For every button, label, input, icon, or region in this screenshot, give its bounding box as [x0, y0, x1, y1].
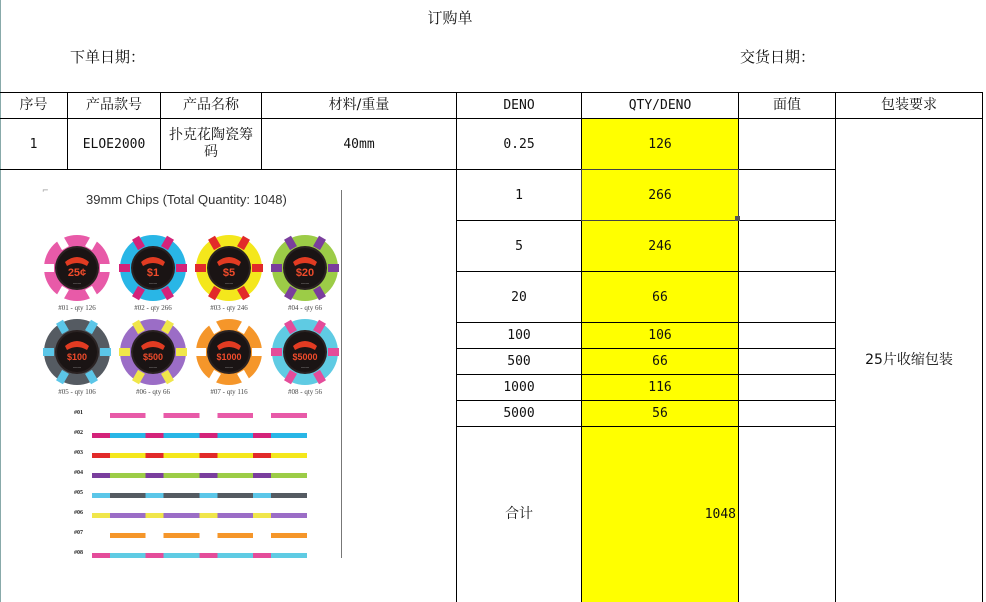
svg-text:-------: ------- — [72, 281, 82, 285]
qty-cell[interactable]: 126 — [648, 136, 672, 152]
total-label: 合计 — [505, 506, 533, 522]
chip-design-image: ⌐ 39mm Chips (Total Quantity: 1048) 25¢ ------- #01 - qty 126 $1 ------- #02 - qty 266 $5 ------- #03 - qty 246 $20 ------- #04 - qty 66 $100 ------- #05 - qty 106 $500 ------- #06 - qty 66 $1000 ------- #07 - qty 116 $5000 ------- #08 - qty 56 #01 #02 #03 #04 #05 #06 #07 #08 — [38, 186, 342, 558]
chip-image — [195, 234, 263, 302]
deno-cell: 1 — [515, 187, 523, 203]
deno-cell: 5 — [515, 238, 523, 254]
qty-cell[interactable]: 66 — [652, 354, 668, 369]
product-name: 扑克花陶瓷筹码 — [169, 127, 253, 160]
qty-cell[interactable]: 116 — [648, 380, 672, 395]
chip-caption: #01 - qty 126 — [58, 304, 96, 312]
order-date-label: 下单日期： — [70, 48, 146, 66]
deno-cell: 0.25 — [503, 136, 535, 152]
col-header-name: 产品名称 — [183, 97, 239, 113]
col-header-face-value: 面值 — [773, 97, 801, 113]
image-title: 39mm Chips (Total Quantity: 1048) — [86, 192, 287, 207]
chip-image — [43, 318, 111, 386]
chip-caption: #05 - qty 106 — [58, 388, 96, 396]
qty-cell[interactable]: 246 — [648, 238, 672, 254]
chip-caption: #07 - qty 116 — [210, 388, 248, 396]
chip-caption: #06 - qty 66 — [135, 388, 171, 396]
svg-text:-------: ------- — [300, 365, 310, 369]
chip-caption: #04 - qty 66 — [287, 304, 323, 312]
deno-cell: 5000 — [503, 406, 535, 421]
svg-text:$1: $1 — [146, 267, 160, 279]
svg-text:-------: ------- — [300, 281, 310, 285]
stripe-bar — [92, 453, 307, 458]
stripe-label: #07 — [74, 530, 83, 536]
qty-cell[interactable]: 106 — [648, 328, 672, 343]
deno-cell: 100 — [507, 328, 531, 343]
stripe-label: #08 — [74, 550, 83, 556]
col-header-seq: 序号 — [19, 97, 48, 113]
stripe-bar — [92, 413, 307, 418]
chip-image — [119, 318, 187, 386]
qty-cell[interactable]: 66 — [652, 289, 668, 305]
product-code: ELOE2000 — [82, 136, 146, 152]
svg-text:$100: $100 — [66, 352, 88, 362]
chip-image — [271, 318, 339, 386]
packaging-requirement: 25片收缩包装 — [865, 352, 953, 368]
stripe-bar — [92, 533, 307, 538]
chip-caption: #08 - qty 56 — [287, 388, 323, 396]
stripe-bar — [92, 553, 307, 558]
stripe-bar — [92, 433, 307, 438]
col-header-qty: QTY/DENO — [628, 98, 692, 113]
svg-text:$500: $500 — [142, 352, 164, 362]
stripe-bar — [92, 493, 307, 498]
chip-image — [43, 234, 111, 302]
chip-image — [119, 234, 187, 302]
page-title: 订购单 — [427, 8, 473, 27]
stripe-label: #06 — [74, 510, 83, 516]
svg-text:-------: ------- — [224, 281, 234, 285]
deno-cell: 20 — [511, 289, 527, 305]
stripe-label: #04 — [74, 470, 83, 476]
chip-image — [271, 234, 339, 302]
stripe-label: #02 — [74, 430, 83, 436]
chip-image — [195, 318, 263, 386]
col-header-deno: DENO — [503, 98, 535, 113]
svg-text:$5000: $5000 — [292, 352, 318, 362]
col-header-code: 产品款号 — [86, 97, 142, 113]
chip-caption: #02 - qty 266 — [134, 304, 172, 312]
svg-text:$1000: $1000 — [216, 352, 242, 362]
col-header-packaging: 包装要求 — [881, 97, 937, 113]
deno-cell: 500 — [507, 354, 531, 369]
svg-text:-------: ------- — [148, 281, 158, 285]
svg-text:$20: $20 — [295, 267, 315, 279]
stripe-label: #01 — [74, 410, 83, 416]
total-value[interactable]: 1048 — [704, 507, 736, 522]
delivery-date-label: 交货日期： — [740, 48, 816, 66]
qty-cell[interactable]: 56 — [652, 406, 668, 421]
chip-caption: #03 - qty 246 — [210, 304, 248, 312]
product-material: 40mm — [343, 136, 375, 152]
stripe-bar — [92, 513, 307, 518]
deno-cell: 1000 — [503, 380, 535, 395]
svg-text:$5: $5 — [222, 267, 236, 279]
col-header-material: 材料/重量 — [328, 97, 390, 113]
qty-cell[interactable]: 266 — [648, 187, 672, 203]
svg-text:-------: ------- — [224, 365, 234, 369]
stripe-bar — [92, 473, 307, 478]
product-seq: 1 — [29, 136, 38, 152]
svg-text:-------: ------- — [148, 365, 158, 369]
svg-text:25¢: 25¢ — [67, 267, 87, 279]
stripe-label: #03 — [74, 450, 83, 456]
svg-text:-------: ------- — [72, 365, 82, 369]
stripe-label: #05 — [74, 490, 83, 496]
